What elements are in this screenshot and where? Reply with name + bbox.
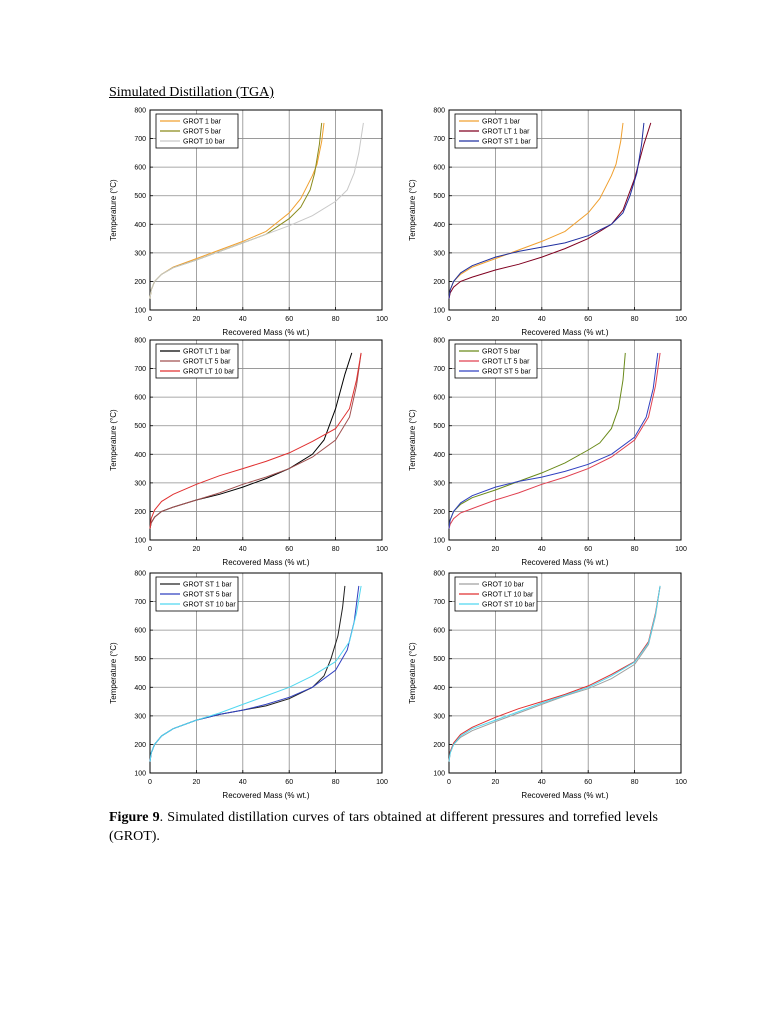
x-tick-label: 0 (447, 779, 451, 786)
chart-5 (109, 571, 388, 801)
legend-label: GROT LT 1 bar (183, 348, 231, 356)
x-tick-label: 20 (491, 546, 500, 553)
x-tick-label: 100 (675, 316, 687, 323)
series-line-3 (150, 123, 363, 299)
y-tick-label: 700 (433, 366, 445, 374)
y-tick-label: 400 (134, 221, 146, 229)
chart-6 (408, 571, 687, 801)
x-axis-label: Recovered Mass (% wt.) (521, 558, 609, 567)
y-axis-label: Temperature (°C) (408, 179, 417, 241)
x-tick-label: 0 (447, 316, 451, 323)
x-tick-label: 20 (491, 316, 500, 323)
legend-label: GROT ST 5 bar (482, 368, 531, 376)
x-tick-label: 20 (192, 316, 201, 323)
x-tick-label: 60 (285, 779, 294, 786)
series-line-3 (449, 123, 644, 299)
series-line-2 (449, 586, 660, 762)
x-tick-label: 60 (584, 546, 593, 553)
y-tick-label: 500 (433, 423, 445, 431)
x-tick-label: 40 (238, 546, 247, 553)
figure-caption-text: . Simulated distillation curves of tars obtained at different pressures and torrefied levels (GROT). (109, 810, 658, 844)
y-tick-label: 400 (433, 684, 445, 692)
legend-label: GROT 10 bar (482, 581, 524, 589)
legend-label: GROT 1 bar (482, 118, 520, 126)
x-tick-label: 40 (238, 316, 247, 323)
y-axis-label: Temperature (°C) (109, 642, 118, 704)
y-tick-label: 700 (433, 136, 445, 144)
chart-3 (109, 338, 388, 568)
series-line-1 (449, 123, 623, 299)
chart-4 (408, 338, 687, 568)
y-tick-label: 400 (433, 221, 445, 229)
page-heading: Simulated Distillation (TGA) (109, 85, 274, 100)
x-tick-label: 60 (285, 546, 294, 553)
x-axis-label: Recovered Mass (% wt.) (222, 791, 310, 800)
y-tick-label: 600 (134, 394, 146, 402)
series-line-1 (449, 586, 660, 762)
chart-1 (109, 108, 388, 338)
series-line-3 (449, 353, 658, 529)
x-axis-label: Recovered Mass (% wt.) (222, 328, 310, 337)
y-tick-label: 800 (433, 107, 445, 115)
figure-caption (109, 808, 658, 846)
x-tick-label: 40 (537, 316, 546, 323)
legend-label: GROT 5 bar (183, 128, 221, 136)
y-tick-label: 100 (134, 307, 146, 315)
legend-label: GROT ST 5 bar (183, 591, 232, 599)
legend-label: GROT LT 5 bar (482, 358, 530, 366)
x-axis-label: Recovered Mass (% wt.) (521, 791, 609, 800)
x-axis-label: Recovered Mass (% wt.) (521, 328, 609, 337)
y-tick-label: 200 (433, 278, 445, 286)
series-line-3 (150, 586, 361, 762)
x-axis-label: Recovered Mass (% wt.) (222, 558, 310, 567)
x-tick-label: 100 (376, 546, 388, 553)
y-tick-label: 600 (134, 627, 146, 635)
x-tick-label: 100 (376, 779, 388, 786)
y-tick-label: 200 (134, 508, 146, 516)
y-tick-label: 300 (433, 250, 445, 258)
y-tick-label: 500 (134, 193, 146, 201)
y-tick-label: 400 (134, 451, 146, 459)
x-tick-label: 100 (675, 546, 687, 553)
y-tick-label: 100 (134, 537, 146, 545)
y-axis-label: Temperature (°C) (408, 642, 417, 704)
series-line-1 (150, 353, 352, 529)
y-tick-label: 500 (433, 656, 445, 664)
y-tick-label: 300 (134, 713, 146, 721)
y-tick-label: 300 (134, 250, 146, 258)
figure-caption-label: Figure 9 (109, 810, 160, 825)
x-tick-label: 40 (238, 779, 247, 786)
y-tick-label: 600 (134, 164, 146, 172)
chart-2 (408, 108, 687, 338)
y-tick-label: 600 (433, 164, 445, 172)
x-tick-label: 0 (148, 779, 152, 786)
series-line-2 (449, 123, 651, 299)
y-tick-label: 500 (134, 656, 146, 664)
legend-label: GROT LT 10 bar (183, 368, 235, 376)
y-tick-label: 800 (134, 570, 146, 578)
x-tick-label: 80 (331, 316, 340, 323)
legend-label: GROT ST 1 bar (183, 581, 232, 589)
series-line-2 (150, 353, 361, 529)
x-tick-label: 20 (192, 779, 201, 786)
legend-label: GROT ST 10 bar (183, 601, 236, 609)
y-tick-label: 700 (134, 599, 146, 607)
series-line-3 (449, 586, 660, 762)
x-tick-label: 20 (192, 546, 201, 553)
y-tick-label: 200 (433, 741, 445, 749)
series-line-2 (449, 353, 660, 529)
x-tick-label: 60 (584, 316, 593, 323)
legend-label: GROT LT 5 bar (183, 358, 231, 366)
x-tick-label: 0 (148, 316, 152, 323)
x-tick-label: 0 (148, 546, 152, 553)
y-tick-label: 800 (134, 107, 146, 115)
x-tick-label: 60 (584, 779, 593, 786)
x-tick-label: 40 (537, 779, 546, 786)
legend-label: GROT ST 10 bar (482, 601, 535, 609)
y-tick-label: 700 (134, 136, 146, 144)
series-line-1 (150, 123, 324, 299)
y-tick-label: 500 (433, 193, 445, 201)
y-tick-label: 200 (134, 741, 146, 749)
x-tick-label: 80 (630, 546, 639, 553)
y-tick-label: 200 (433, 508, 445, 516)
y-axis-label: Temperature (°C) (109, 179, 118, 241)
x-tick-label: 20 (491, 779, 500, 786)
y-tick-label: 300 (433, 480, 445, 488)
y-tick-label: 700 (433, 599, 445, 607)
series-line-3 (150, 353, 361, 529)
y-tick-label: 400 (134, 684, 146, 692)
y-tick-label: 300 (134, 480, 146, 488)
series-line-2 (150, 586, 359, 762)
y-tick-label: 800 (433, 337, 445, 345)
y-tick-label: 200 (134, 278, 146, 286)
legend-label: GROT 5 bar (482, 348, 520, 356)
x-tick-label: 80 (331, 779, 340, 786)
x-tick-label: 40 (537, 546, 546, 553)
x-tick-label: 80 (331, 546, 340, 553)
x-tick-label: 80 (630, 316, 639, 323)
legend-label: GROT LT 1 bar (482, 128, 530, 136)
x-tick-label: 0 (447, 546, 451, 553)
y-tick-label: 800 (134, 337, 146, 345)
y-axis-label: Temperature (°C) (408, 409, 417, 471)
y-tick-label: 400 (433, 451, 445, 459)
x-tick-label: 100 (376, 316, 388, 323)
legend-label: GROT 1 bar (183, 118, 221, 126)
x-tick-label: 60 (285, 316, 294, 323)
y-tick-label: 800 (433, 570, 445, 578)
y-tick-label: 600 (433, 627, 445, 635)
legend-label: GROT ST 1 bar (482, 138, 531, 146)
series-line-1 (449, 353, 625, 529)
x-tick-label: 80 (630, 779, 639, 786)
y-tick-label: 500 (134, 423, 146, 431)
y-axis-label: Temperature (°C) (109, 409, 118, 471)
y-tick-label: 100 (433, 537, 445, 545)
y-tick-label: 100 (433, 307, 445, 315)
legend-label: GROT LT 10 bar (482, 591, 534, 599)
y-tick-label: 600 (433, 394, 445, 402)
x-tick-label: 100 (675, 779, 687, 786)
y-tick-label: 100 (433, 770, 445, 778)
series-line-2 (150, 123, 322, 299)
y-tick-label: 100 (134, 770, 146, 778)
y-tick-label: 300 (433, 713, 445, 721)
legend-label: GROT 10 bar (183, 138, 225, 146)
y-tick-label: 700 (134, 366, 146, 374)
